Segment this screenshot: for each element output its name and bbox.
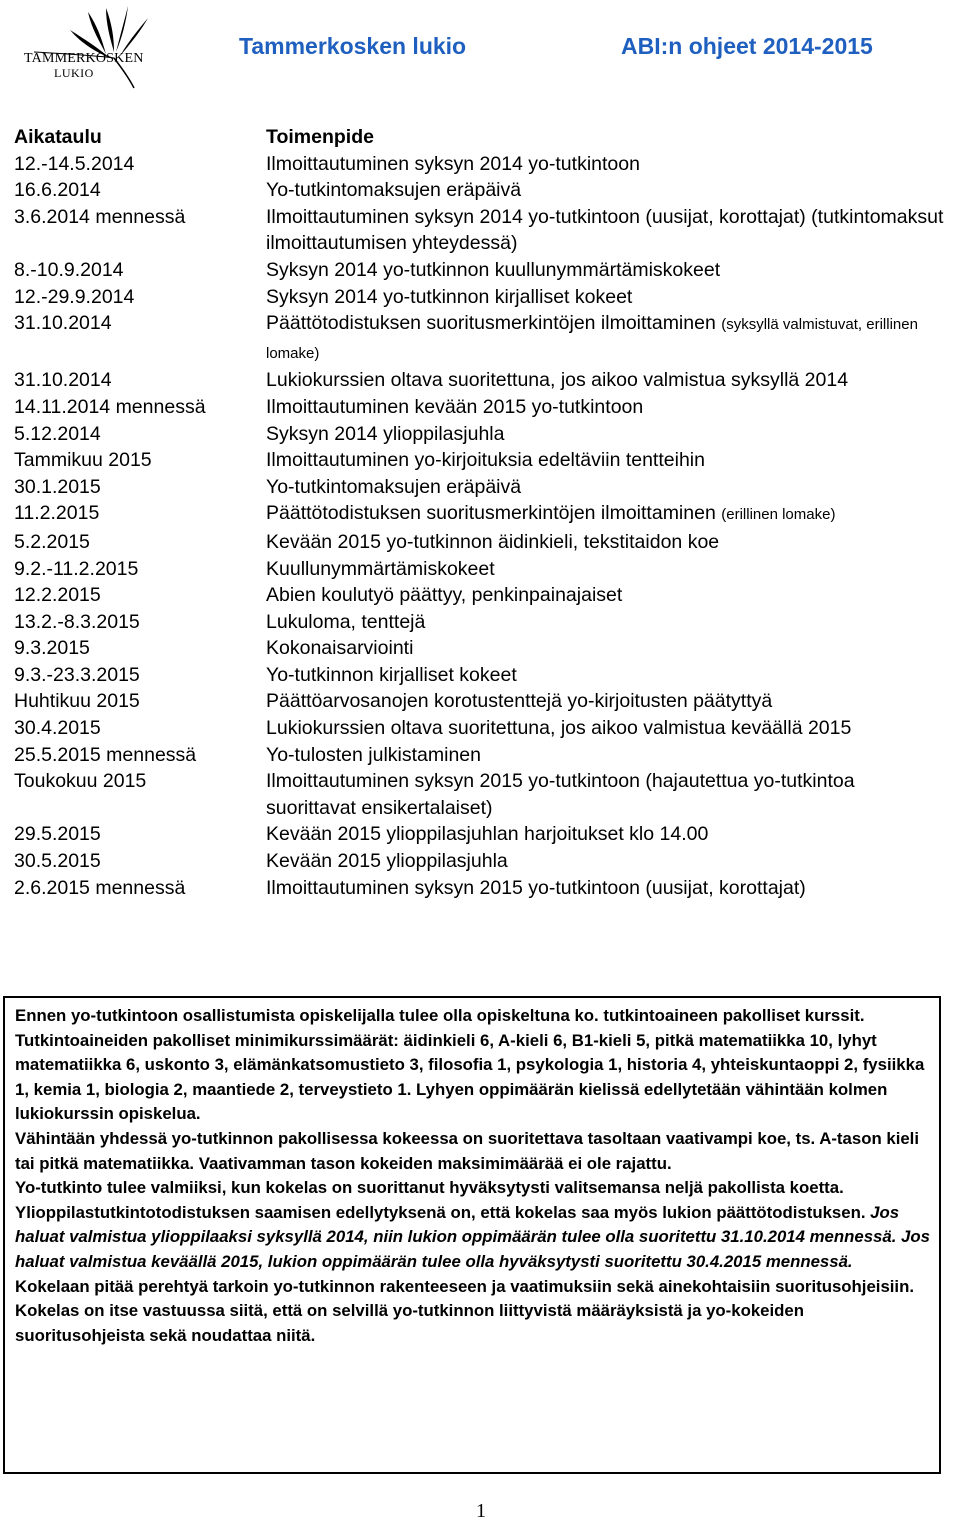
table-row [14,474,944,501]
table-row [14,151,944,178]
schedule-table [14,124,944,901]
table-row [14,582,944,609]
row-time: 29.5.2015 [14,823,101,846]
row-action [266,529,944,556]
row-time: 9.2.-11.2.2015 [14,557,139,580]
row-action [266,310,944,367]
row-time: 12.2.2015 [14,584,101,607]
row-action-text: Yo-tutkinnon kirjalliset kokeet [266,663,517,686]
page-header [0,0,960,110]
row-action [266,582,944,609]
schedule-rows [14,151,944,902]
row-time: 30.5.2015 [14,850,101,873]
logo-text-lukio: LUKIO [54,66,94,80]
table-row [14,635,944,662]
row-action-text: Kevään 2015 ylioppilasjuhlan harjoitukset klo 14.00 [266,823,709,846]
row-time: 9.3.-23.3.2015 [14,663,140,686]
table-row [14,875,944,902]
row-action [266,875,944,902]
table-row [14,609,944,636]
row-action [266,688,944,715]
notice-text-italic: Jos haluat valmistua ylioppilaaksi syksyllä 2014, niin lukion oppimäärän tulee olla suoritettu 31.10.2014 mennessä. Jos haluat valmistua keväällä 2015, lukion oppimäärän tulee olla hyväksytysti suoritettu 30.4.2015 mennessä. [15,1202,930,1271]
row-time: 3.6.2014 mennessä [14,205,186,228]
logo-text-name: TAMMERKOSKEN [24,51,144,66]
table-row [14,367,944,394]
row-time: 5.12.2014 [14,422,101,445]
schedule-header-row [14,124,944,151]
row-time: Toukokuu 2015 [14,770,147,793]
school-name: Tammerkosken lukio [239,33,467,59]
table-row [14,177,944,204]
row-time: 13.2.-8.3.2015 [14,610,140,633]
row-time: 11.2.2015 [14,502,100,525]
row-action-note: (erillinen lomake) [721,506,836,524]
row-action [266,367,944,394]
row-action-text: Päättötodistuksen suoritusmerkintöjen ilmoittaminen [266,502,716,525]
row-action [266,177,944,204]
row-action-text: Kuullunymmärtämiskokeet [266,557,495,580]
row-action-text: Yo-tulosten julkistaminen [266,743,481,766]
notice-box [3,996,941,1474]
row-action [266,742,944,769]
row-action-text: Lukiokurssien oltava suoritettuna, jos aikoo valmistua syksyllä 2014 [266,369,849,392]
row-time: 31.10.2014 [14,312,112,335]
row-time: 8.-10.9.2014 [14,258,124,281]
row-action-text: Syksyn 2014 yo-tutkinnon kirjalliset kokeet [266,285,633,308]
row-action-text: Ilmoittautuminen kevään 2015 yo-tutkintoon [266,395,644,418]
column-header-time: Aikataulu [14,126,102,148]
row-action [266,421,944,448]
row-action-text: Ilmoittautuminen syksyn 2015 yo-tutkintoon (uusijat, korottajat) [266,876,806,899]
row-action-text: Ilmoittautuminen syksyn 2014 yo-tutkintoon (uusijat, korottajat) (tutkintomaksut ilmoittautumisen yhteydessä) [266,205,944,255]
table-row [14,310,944,367]
row-action [266,500,944,529]
row-action-text: Lukiokurssien oltava suoritettuna, jos aikoo valmistua keväällä 2015 [266,717,852,740]
table-row [14,556,944,583]
row-action-text: Ilmoittautuminen yo-kirjoituksia edeltäviin tentteihin [266,449,705,472]
row-time: Tammikuu 2015 [14,449,152,472]
row-time: 2.6.2015 mennessä [14,876,186,899]
row-action [266,394,944,421]
row-action [266,257,944,284]
table-row [14,662,944,689]
row-time: 12.-14.5.2014 [14,152,135,175]
row-action [266,474,944,501]
table-row [14,768,944,821]
notice-paragraph: Kokelaan pitää perehtyä tarkoin yo-tutkinnon rakenteeseen ja vaatimuksiin sekä ainekohtaisiin suoritusohjeisiin. [15,1276,915,1296]
table-row [14,715,944,742]
row-time: 5.2.2015 [14,530,90,553]
row-action-text: Syksyn 2014 yo-tutkinnon kuullunymmärtämiskokeet [266,258,721,281]
row-time: Huhtikuu 2015 [14,690,140,713]
table-row [14,284,944,311]
row-action-text: Kevään 2015 yo-tutkinnon äidinkieli, tekstitaidon koe [266,530,720,553]
row-action [266,662,944,689]
row-action-text: Ilmoittautuminen syksyn 2015 yo-tutkintoon (hajautettua yo-tutkintoa suorittavat ensikertalaiset) [266,770,855,819]
row-action [266,556,944,583]
row-action-text: Kevään 2015 ylioppilasjuhla [266,850,508,873]
row-action [266,635,944,662]
table-row [14,821,944,848]
school-logo [10,2,155,94]
table-row [14,529,944,556]
row-time: 31.10.2014 [14,369,112,392]
table-row [14,848,944,875]
table-row [14,688,944,715]
row-action-text: Abien koulutyö päättyy, penkinpainajaiset [266,584,623,607]
column-header-action: Toimenpide [266,126,374,148]
row-action-note: (syksyllä valmistuvat, erillinen lomake) [266,316,918,362]
notice-paragraph: Kokelas on itse vastuussa siitä, että on selvillä yo-tutkinnon liittyvistä määräyksistä ja yo-kokeiden suoritusohjeista sekä noudattaa niitä. [15,1301,805,1345]
row-action-text: Päättötodistuksen suoritusmerkintöjen ilmoittaminen [266,312,716,335]
row-action [266,768,944,821]
table-row [14,204,944,257]
row-action-text: Ilmoittautuminen syksyn 2014 yo-tutkintoon [266,152,640,175]
table-row [14,447,944,474]
row-action-text: Yo-tutkintomaksujen eräpäivä [266,475,522,498]
row-action [266,204,944,257]
row-time: 12.-29.9.2014 [14,285,135,308]
row-action-text: Kokonaisarviointi [266,637,414,660]
row-action [266,151,944,178]
table-row [14,257,944,284]
table-row [14,742,944,769]
notice-text [15,1004,930,1348]
notice-text-normal: Yo-tutkinto tulee valmiiksi, kun kokelas on suorittanut hyväksytysti valitsemansa neljä pakollista koetta. Ylioppilastutkintotodistuksen saamisen edellytyksenä on, että kokelas saa myös lukion päättötodistuksen. [15,1178,871,1222]
row-time: 16.6.2014 [14,179,101,202]
row-action [266,715,944,742]
notice-paragraph: Tutkintoaineiden pakolliset minimikurssimäärät: äidinkieli 6, A-kieli 6, B1-kieli 5, pitkä matematiikka 10, lyhyt matematiikka 6, uskonto 3, elämänkatsomustieto 3, filosofia 1, psykologia 1, historia 4, yhteiskuntaoppi 2, fysiikka 1, kemia 1, biologia 2, maantiede 2, terveystieto 1. Lyhyen oppimäärän kielissä edellytetään vähintään kolmen lukiokurssin opiskelua. [15,1030,925,1124]
row-time: 14.11.2014 mennessä [14,395,206,418]
row-time: 30.1.2015 [14,475,101,498]
row-action-text: Syksyn 2014 ylioppilasjuhla [266,422,505,445]
row-action [266,447,944,474]
row-action-text: Päättöarvosanojen korotustenttejä yo-kirjoitusten päätyttyä [266,690,773,713]
row-time: 9.3.2015 [14,637,90,660]
table-row [14,500,944,529]
page-number: 1 [476,1500,486,1522]
row-action [266,609,944,636]
row-action-text: Yo-tutkintomaksujen eräpäivä [266,179,522,202]
notice-paragraph: Vähintään yhdessä yo-tutkinnon pakollisessa kokeessa on suoritettava tasoltaan vaativampi koe, ts. A-tason kieli tai pitkä matematiikka. Vaativamman tason kokeiden maksimimäärää ei ole rajattu. [15,1128,920,1173]
row-action [266,284,944,311]
row-time: 30.4.2015 [14,717,101,740]
row-time: 25.5.2015 mennessä [14,743,197,766]
row-action [266,848,944,875]
row-action [266,821,944,848]
table-row [14,421,944,448]
notice-paragraph [15,1176,930,1274]
notice-paragraph: Ennen yo-tutkintoon osallistumista opiskelijalla tulee olla opiskeltuna ko. tutkintoaineen pakolliset kurssit. [15,1006,865,1025]
table-row [14,394,944,421]
document-title: ABI:n ohjeet 2014-2015 [621,33,873,59]
row-action-text: Lukuloma, tenttejä [266,610,426,633]
